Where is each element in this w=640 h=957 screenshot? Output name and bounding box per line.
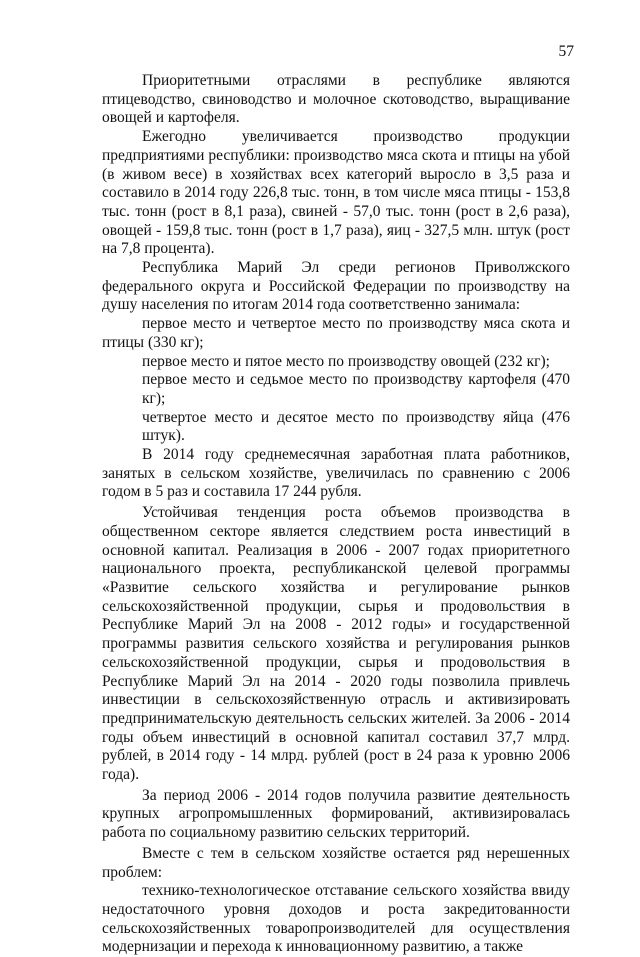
list-item-eggs-ranking: четвертое место и десятое место по производству яйца (476 штук). xyxy=(142,408,570,445)
paragraph-priority-sectors: Приоритетными отраслями в республике являются птицеводство, свиноводство и молочное скотоводство, выращивание овощей и картофеля. xyxy=(102,72,570,127)
list-item-vegetables-ranking: первое место и пятое место по производству овощей (232 кг); xyxy=(142,352,550,370)
list-item-meat-ranking: первое место и четвертое место по производству мяса скота и птицы (330 кг); xyxy=(102,315,570,351)
document-body xyxy=(102,72,570,957)
paragraph-region-ranking: Республика Марий Эл среди регионов Приволжского федерального округа и Российской Федерации по производству на душу населения по итогам 2014 года соответственно занимала: xyxy=(102,259,570,314)
list-item-potatoes-ranking: первое место и седьмое место по производству картофеля (470 кг); xyxy=(142,371,570,407)
page-number: 57 xyxy=(558,43,574,60)
paragraph-production-growth: Ежегодно увеличивается производство продукции предприятиями республики: производство мяса скота и птицы на убой (в живом весе) в хозяйствах всех категорий выросло в 3,5 раза и составило в 2014 году 226,8 тыс. тонн, в том числе мяса птицы - 153,8 тыс. тонн (рост в 8,1 раза), свиней - 57,0 тыс. тонн (рост в 2,6 раза), овощей - 159,8 тыс. тонн (рост в 1,7 раза), яиц - 327,5 млн. штук (рост на 7,8 процента). xyxy=(102,128,570,258)
paragraph-technological-lag: технико-технологическое отставание сельского хозяйства ввиду недостаточного уровня доходов и роста закредитованности сельскохозяйственных товаропроизводителей для осуществления модернизации и перехода к инновационному развитию, а также xyxy=(102,882,570,956)
paragraph-problems-intro: Вместе с тем в сельском хозяйстве остается ряд нерешенных проблем: xyxy=(102,844,570,881)
paragraph-investments: Устойчивая тенденция роста объемов производства в общественном секторе является следствием роста инвестиций в основной капитал. Реализация в 2006 - 2007 годах приоритетного национального проекта, республиканской целевой программы «Развитие сельского хозяйства и регулирование рынков сельскохозяйственной продукции, сырья и продовольствия в Республике Марий Эл на 2008 - 2012 годы» и государственной программы развития сельского хозяйства и регулирования рынков сельскохозяйственной продукции, сырья и продовольствия в Республике Марий Эл на 2014 - 2020 годы позволила привлечь инвестиции в сельскохозяйственную отрасль и активизировать предпринимательскую деятельность сельских жителей. За 2006 - 2014 годы объем инвестиций в основной капитал составил 37,7 млрд. рублей, в 2014 году - 14 млрд. рублей (рост в 24 раза к уровню 2006 года). xyxy=(102,504,570,784)
paragraph-salary: В 2014 году среднемесячная заработная плата работников, занятых в сельском хозяйстве, увеличилась по сравнению с 2006 годом в 5 раз и составила 17 244 рубля. xyxy=(102,446,570,501)
paragraph-agro-formations: За период 2006 - 2014 годов получила развитие деятельность крупных агропромышленных формирований, активизировалась работа по социальному развитию сельских территорий. xyxy=(102,786,570,842)
